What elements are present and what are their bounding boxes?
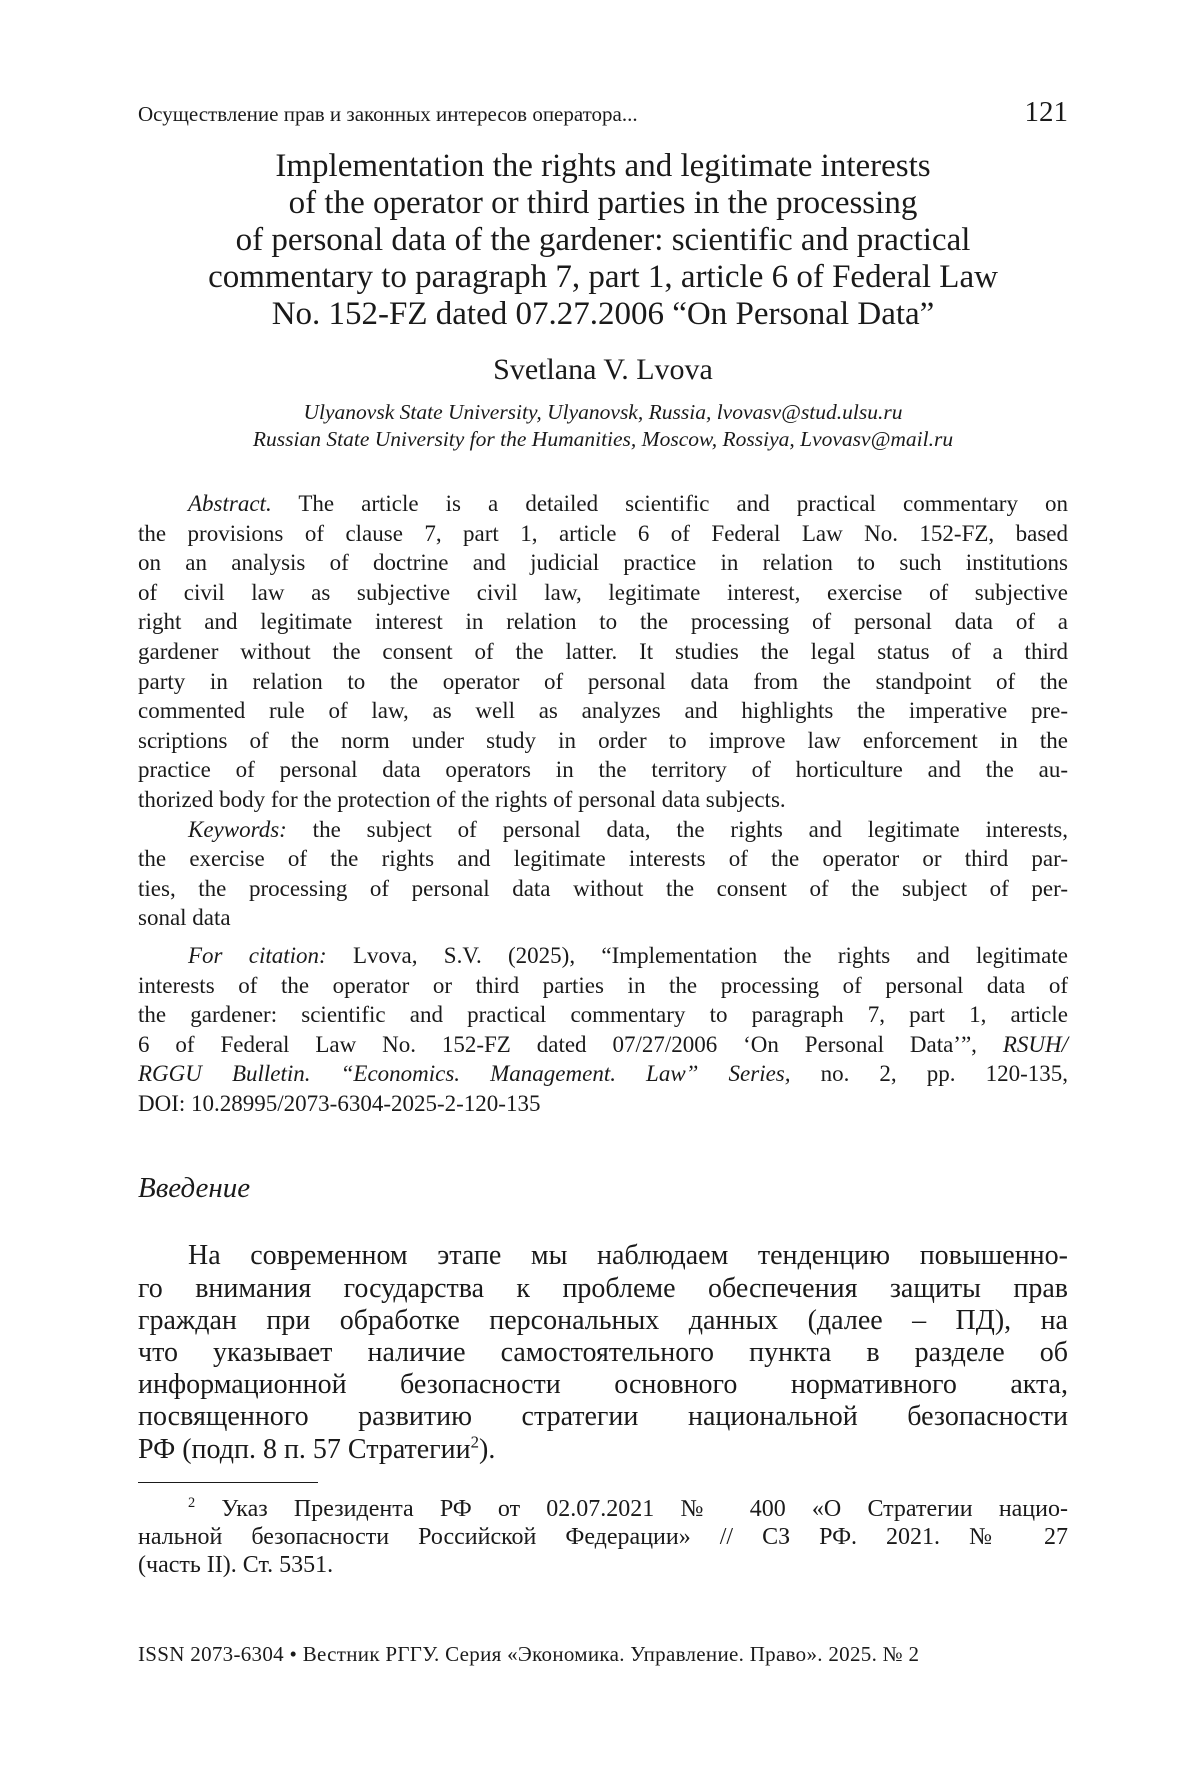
abstract-line: the provisions of clause 7, part 1, article 6 of Federal Law No. 152-FZ, based <box>138 520 1068 546</box>
footnote-ref[interactable]: 2 <box>470 1432 480 1452</box>
abstract-line: thorized body for the protection of the rights of personal data subjects. <box>138 786 786 812</box>
body-paragraph <box>138 1240 1068 1465</box>
title-line: of personal data of the gardener: scientific and practical <box>235 222 971 258</box>
citation-label: For citation: <box>188 942 327 968</box>
keywords-line: ties, the processing of personal data without the consent of the subject of per- <box>138 875 1068 901</box>
footnote-line: нальной безопасности Российской Федерации» // СЗ РФ. 2021. № 27 <box>138 1523 1068 1550</box>
keywords-line: sonal data <box>138 905 231 931</box>
citation-doi: DOI: 10.28995/2073-6304-2025-2-120-135 <box>138 1090 541 1116</box>
body-line: что указывает наличие самостоятельного пункта в разделе об <box>138 1337 1068 1369</box>
article-title <box>138 148 1068 333</box>
footnote-text: Указ Президента РФ от 02.07.2021 № 400 «О Стратегии нацио- <box>195 1495 1068 1522</box>
author-name: Svetlana V. Lvova <box>493 353 713 386</box>
footnote-line <box>138 1495 1068 1523</box>
citation-line <box>138 1030 1068 1060</box>
citation-journal: RGGU Bulletin. “Economics. Management. Law” Series, <box>138 1061 791 1087</box>
abstract-label: Abstract. <box>188 491 272 516</box>
citation-line <box>138 941 1068 971</box>
abstract-line: of civil law as subjective civil law, legitimate interest, exercise of subjective <box>138 579 1068 605</box>
abstract-line: commented rule of law, as well as analyzes and highlights the imperative pre- <box>138 698 1068 724</box>
citation-text: Lvova, S.V. (2025), “Implementation the rights and legitimate <box>326 942 1068 968</box>
abstract-line: right and legitimate interest in relation to the processing of personal data of a <box>138 609 1068 635</box>
page-number: 121 <box>1024 96 1068 128</box>
citation-line <box>138 1059 1068 1089</box>
citation-line: the gardener: scientific and practical commentary to paragraph 7, part 1, article <box>138 1002 1068 1028</box>
affiliations <box>138 399 1068 453</box>
title-line: Implementation the rights and legitimate interests <box>275 148 931 184</box>
abstract-line: practice of personal data operators in the territory of horticulture and the au- <box>138 757 1068 783</box>
body-line: На современном этапе мы наблюдаем тенденцию повышенно- <box>188 1240 1068 1272</box>
title-line: No. 152-FZ dated 07.27.2006 “On Personal Data” <box>271 296 935 332</box>
body-line: граждан при обработке персональных данных (далее – ПД), на <box>138 1304 1068 1336</box>
citation-text: no. 2, pp. 120-135, <box>790 1061 1068 1087</box>
body-line <box>138 1434 1068 1466</box>
section-heading: Введение <box>138 1172 251 1205</box>
citation-journal: RSUH/ <box>1002 1031 1068 1057</box>
running-head-title: Осуществление прав и законных интересов оператора... <box>138 102 638 126</box>
abstract-line: on an analysis of doctrine and judicial practice in relation to such institutions <box>138 550 1068 576</box>
abstract-block <box>138 489 1068 1118</box>
abstract-line: party in relation to the operator of personal data from the standpoint of the <box>138 668 1068 694</box>
abstract-line <box>138 489 1068 519</box>
running-head <box>138 96 1068 136</box>
affiliation-line: Russian State University for the Humanities, Moscow, Rossiya, Lvovasv@mail.ru <box>252 427 954 451</box>
affiliation-line: Ulyanovsk State University, Ulyanovsk, Russia, lvovasv@stud.ulsu.ru <box>303 400 903 424</box>
citation-text: 6 of Federal Law No. 152-FZ dated 07/27/2006 ‘On Personal Data’”, <box>138 1031 1003 1057</box>
journal-page <box>138 96 1068 1579</box>
running-foot: ISSN 2073-6304 • Вестник РГГУ. Серия «Экономика. Управление. Право». 2025. № 2 <box>138 1642 920 1666</box>
footnote-rule <box>138 1482 318 1483</box>
keywords-line: the exercise of the rights and legitimate interests of the operator or third par- <box>138 846 1068 872</box>
body-text: ). <box>479 1433 496 1465</box>
keywords-line <box>138 815 1068 845</box>
abstract-text: The article is a detailed scientific and practical commentary on <box>271 491 1068 516</box>
footnote-marker: 2 <box>188 1494 196 1511</box>
footnote <box>138 1495 1068 1579</box>
title-line: of the operator or third parties in the processing <box>288 185 918 221</box>
keywords-text: the subject of personal data, the rights and legitimate interests, <box>286 816 1068 842</box>
citation-line: interests of the operator or third parties in the processing of personal data of <box>138 972 1068 998</box>
abstract-line: gardener without the consent of the latter. It studies the legal status of a third <box>138 638 1068 664</box>
title-line: commentary to paragraph 7, part 1, article 6 of Federal Law <box>208 259 998 295</box>
footnote-line: (часть II). Ст. 5351. <box>138 1551 334 1578</box>
abstract-line: scriptions of the norm under study in order to improve law enforcement in the <box>138 727 1068 753</box>
body-line: го внимания государства к проблеме обеспечения защиты прав <box>138 1272 1068 1304</box>
body-line: посвященного развитию стратегии национальной безопасности <box>138 1401 1068 1433</box>
body-text: РФ (подп. 8 п. 57 Стратегии <box>138 1433 471 1465</box>
keywords-label: Keywords: <box>188 816 287 842</box>
body-line: информационной безопасности основного нормативного акта, <box>138 1369 1068 1401</box>
